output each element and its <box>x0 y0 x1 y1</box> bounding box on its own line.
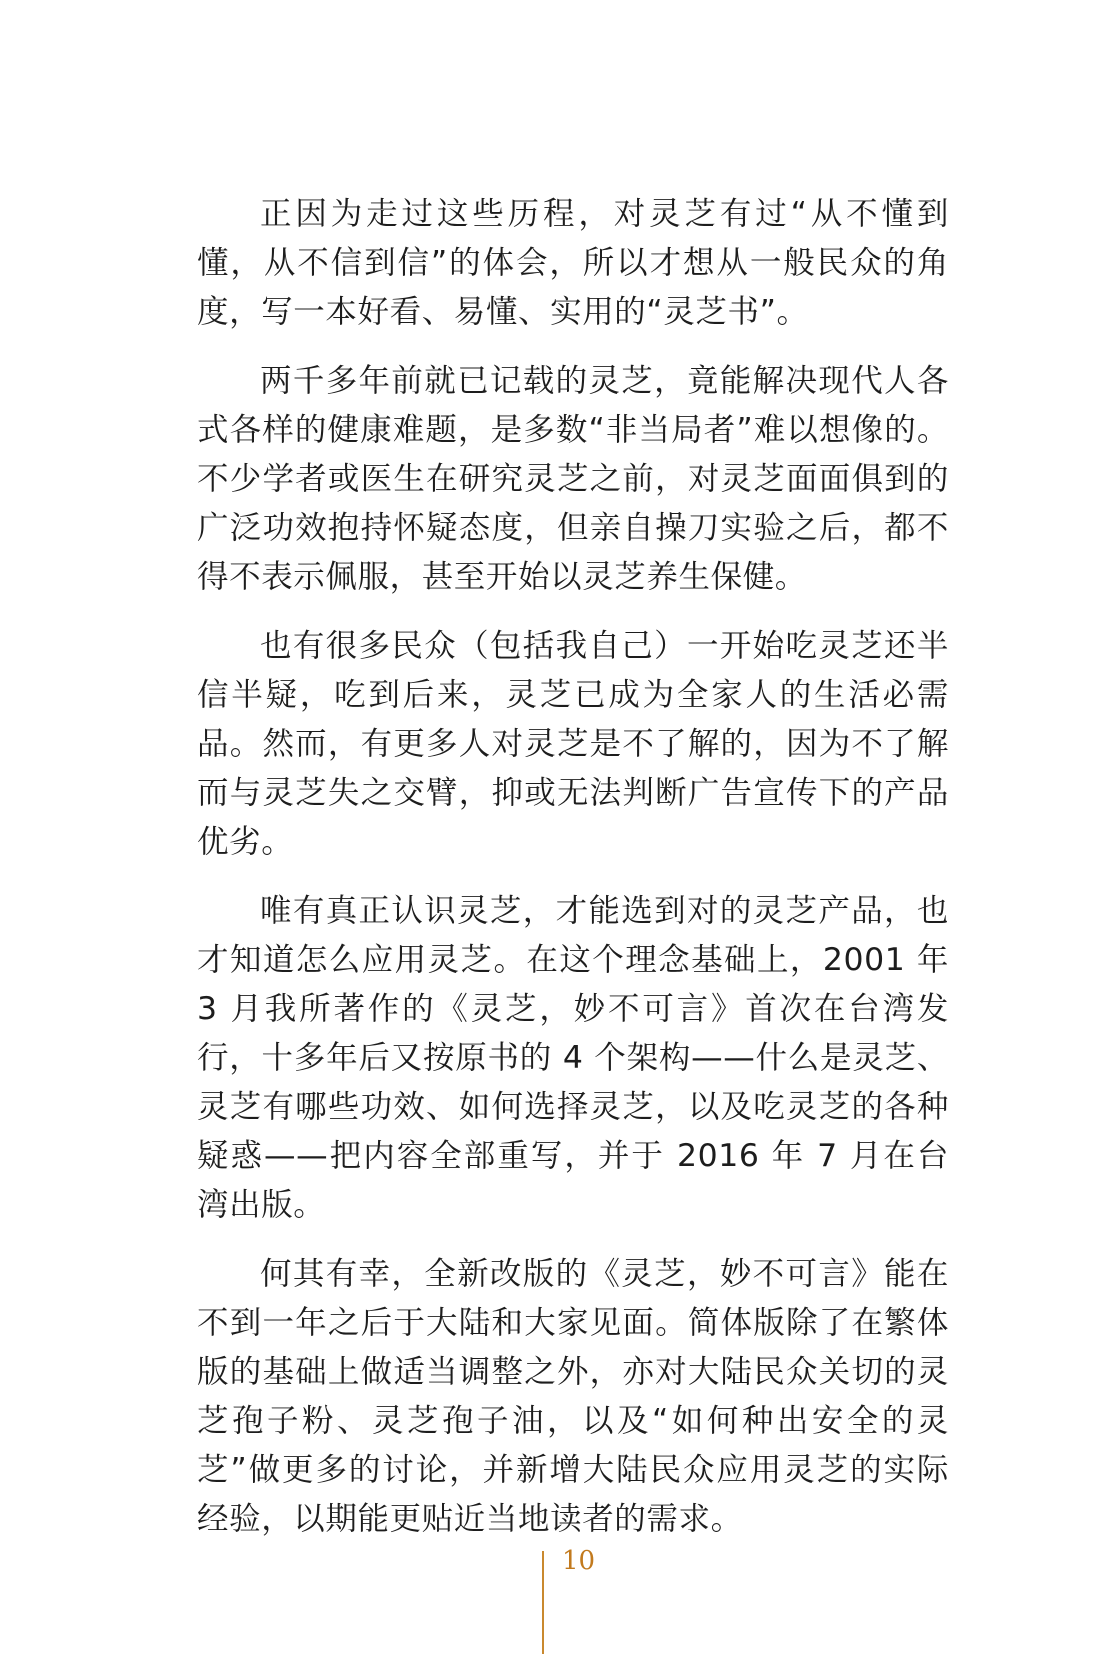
paragraph-3: 也有很多民众（包括我自己）一开始吃灵芝还半信半疑，吃到后来，灵芝已成为全家人的生活必需品。然而，有更多人对灵芝是不了解的，因为不了解而与灵芝失之交臂，抑或无法判断广告宣传下的产品优劣。 <box>197 628 949 860</box>
body-text <box>197 190 949 1544</box>
folio-divider <box>542 1551 544 1654</box>
paragraph-1: 正因为走过这些历程，对灵芝有过“从不懂到懂，从不信到信”的体会，所以才想从一般民众的角度，写一本好看、易懂、实用的“灵芝书”。 <box>197 196 949 330</box>
paragraph-5: 何其有幸，全新改版的《灵芝，妙不可言》能在不到一年之后于大陆和大家见面。简体版除了在繁体版的基础上做适当调整之外，亦对大陆民众关切的灵芝孢子粉、灵芝孢子油，以及“如何种出安全的灵芝”做更多的讨论，并新增大陆民众应用灵芝的实际经验，以期能更贴近当地读者的需求。 <box>197 1256 949 1537</box>
page-number: 10 <box>562 1546 596 1576</box>
paragraph-2: 两千多年前就已记载的灵芝，竟能解决现代人各式各样的健康难题，是多数“非当局者”难以想像的。不少学者或医生在研究灵芝之前，对灵芝面面俱到的广泛功效抱持怀疑态度，但亲自操刀实验之后，都不得不表示佩服，甚至开始以灵芝养生保健。 <box>197 363 949 595</box>
paragraph-4: 唯有真正认识灵芝，才能选到对的灵芝产品，也才知道怎么应用灵芝。在这个理念基础上，2001 年 3 月我所著作的《灵芝，妙不可言》首次在台湾发行，十多年后又按原书的 4 个架构——什么是灵芝、灵芝有哪些功效、如何选择灵芝，以及吃灵芝的各种疑惑——把内容全部重写，并于 2016 年 7 月在台湾出版。 <box>197 893 949 1223</box>
